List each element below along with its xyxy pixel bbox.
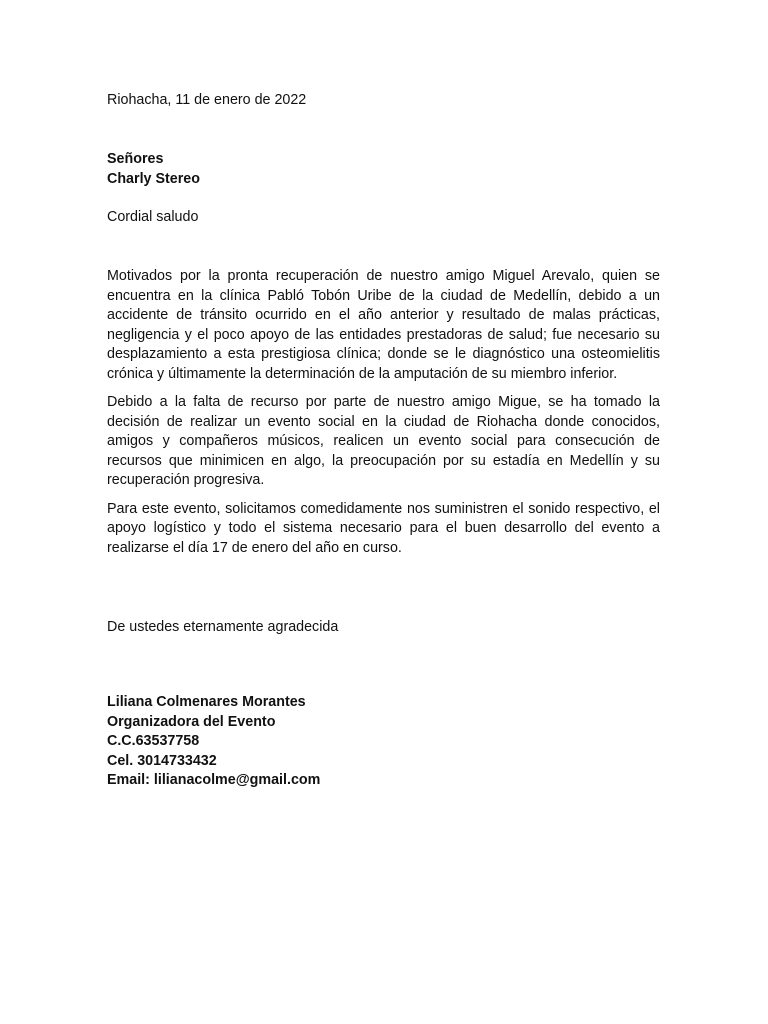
signer-email: Email: lilianacolme@gmail.com <box>107 772 321 788</box>
signer-name: Liliana Colmenares Morantes <box>107 694 306 710</box>
signer-phone: Cel. 3014733432 <box>107 752 217 769</box>
body-paragraph-1: Motivados por la pronta recuperación de nuestro amigo Miguel Arevalo, quien se encuentra en la clínica Pabló Tobón Uribe de la ciudad de Medellín, debido a un accidente de tránsito ocurrido en el año anterior y resultado de malas prácticas, negligencia y el poco apoyo de las entidades prestadoras de salud; fue necesario su desplazamiento a esta prestigiosa clínica; donde se le diagnóstico una osteomielitis crónica y últimamente la determinación de la amputación de su miembro inferior. <box>107 268 660 382</box>
body-paragraph-3: Para este evento, solicitamos comedidamente nos suministren el sonido respectivo, el apoyo logístico y todo el sistema necesario para el buen desarrollo del evento a realizarse el día 17 de enero del año en curso. <box>107 500 660 556</box>
signature-block <box>107 693 320 791</box>
addressee-block <box>107 150 200 189</box>
closing-line: De ustedes eternamente agradecida <box>107 619 339 635</box>
addressee-salutation: Señores <box>107 151 164 167</box>
greeting: Cordial saludo <box>107 209 199 225</box>
signer-role: Organizadora del Evento <box>107 713 276 730</box>
signer-id: C.C.63537758 <box>107 733 200 749</box>
body-paragraph-2: Debido a la falta de recurso por parte de nuestro amigo Migue, se ha tomado la decisión de realizar un evento social en la ciudad de Riohacha donde conocidos, amigos y compañeros músicos, realicen un evento social para consecución de recursos que minimicen en algo, la preocupación por su estadía en Medellín y su recuperación progresiva. <box>107 394 660 488</box>
date-line: Riohacha, 11 de enero de 2022 <box>107 92 307 108</box>
addressee-name: Charly Stereo <box>107 170 200 187</box>
letter-body <box>107 267 660 567</box>
